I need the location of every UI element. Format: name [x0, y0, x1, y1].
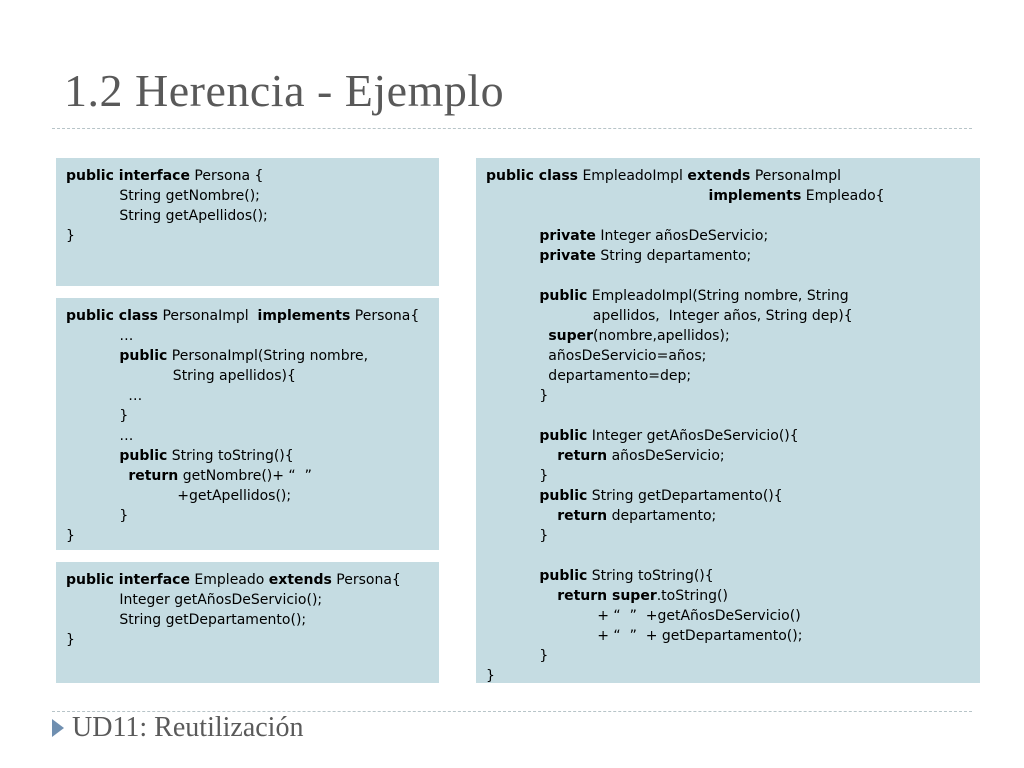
code-text: …	[66, 428, 134, 444]
code-line	[66, 326, 429, 346]
code-keyword: return	[128, 468, 179, 484]
code-keyword: extends	[687, 168, 751, 184]
code-keyword: public	[539, 488, 588, 504]
code-line	[66, 346, 429, 366]
code-line	[66, 570, 429, 590]
code-text: apellidos, Integer años, String dep){	[486, 308, 853, 324]
code-line	[66, 386, 429, 406]
code-box-empleado-interface	[56, 562, 439, 683]
code-text	[486, 588, 557, 604]
code-line	[486, 326, 970, 346]
code-text	[486, 428, 539, 444]
code-keyword: public	[539, 288, 588, 304]
code-line	[486, 446, 970, 466]
code-text: departamento=dep;	[486, 368, 692, 384]
code-keyword: extends	[268, 572, 332, 588]
code-line	[66, 206, 429, 226]
code-line	[66, 406, 429, 426]
code-text: departamento;	[607, 508, 717, 524]
code-text: }	[486, 668, 495, 684]
code-line	[486, 206, 970, 226]
code-keyword: public	[539, 568, 588, 584]
code-keyword: implements	[708, 188, 802, 204]
code-text	[486, 508, 557, 524]
code-text: …	[66, 388, 143, 404]
code-line	[486, 666, 970, 686]
code-line	[486, 466, 970, 486]
code-keyword: return	[557, 508, 608, 524]
code-text: …	[66, 328, 134, 344]
code-text	[66, 448, 119, 464]
code-keyword: public class	[486, 168, 578, 184]
code-text: Integer añosDeServicio;	[595, 228, 769, 244]
code-keyword: super	[548, 328, 594, 344]
code-line	[486, 246, 970, 266]
code-line	[486, 386, 970, 406]
code-line	[66, 610, 429, 630]
code-box-personaimpl-class	[56, 298, 439, 550]
code-text: }	[486, 388, 549, 404]
code-text	[486, 188, 709, 204]
code-text: }	[486, 468, 549, 484]
code-line	[486, 486, 970, 506]
code-text	[486, 228, 539, 244]
code-text: }	[486, 528, 549, 544]
code-line	[486, 306, 970, 326]
code-line	[486, 426, 970, 446]
code-text: }	[66, 632, 75, 648]
code-keyword: private	[539, 248, 596, 264]
code-keyword: public class	[66, 308, 158, 324]
code-text	[486, 328, 548, 344]
code-line	[66, 466, 429, 486]
title-divider	[52, 128, 972, 129]
code-text: + “ ” +getAñosDeServicio()	[486, 608, 801, 624]
code-line	[486, 166, 970, 186]
code-line	[486, 586, 970, 606]
code-text	[486, 248, 539, 264]
code-line	[486, 506, 970, 526]
code-line	[486, 186, 970, 206]
code-text: }	[486, 648, 549, 664]
code-box-empleadoimpl-class	[476, 158, 980, 683]
code-text: (nombre,apellidos);	[593, 328, 730, 344]
code-keyword: implements	[257, 308, 351, 324]
code-text: }	[66, 228, 75, 244]
code-text: Integer getAñosDeServicio(){	[587, 428, 799, 444]
code-text: añosDeServicio;	[607, 448, 725, 464]
code-text: String getDepartamento(){	[587, 488, 783, 504]
code-text	[66, 468, 128, 484]
code-line	[66, 486, 429, 506]
code-text	[486, 568, 539, 584]
code-text: Persona{	[331, 572, 401, 588]
code-keyword: public	[119, 448, 168, 464]
code-text	[486, 288, 539, 304]
code-line	[486, 606, 970, 626]
code-box-persona-interface	[56, 158, 439, 286]
code-text: String getApellidos();	[66, 208, 268, 224]
code-keyword: return	[557, 448, 608, 464]
code-text: String departamento;	[595, 248, 752, 264]
code-keyword: public interface	[66, 572, 190, 588]
code-keyword: public interface	[66, 168, 190, 184]
code-line	[486, 626, 970, 646]
code-line	[66, 526, 429, 546]
code-text: EmpleadoImpl(String nombre, String	[587, 288, 849, 304]
code-line	[66, 426, 429, 446]
code-line	[66, 306, 429, 326]
code-keyword: public	[119, 348, 168, 364]
code-line	[486, 346, 970, 366]
code-line	[66, 186, 429, 206]
code-line	[66, 630, 429, 650]
code-keyword: private	[539, 228, 596, 244]
code-text	[486, 488, 539, 504]
code-line	[486, 406, 970, 426]
code-text: String getNombre();	[66, 188, 260, 204]
code-text: String toString(){	[587, 568, 714, 584]
code-line	[486, 546, 970, 566]
code-text: String toString(){	[167, 448, 294, 464]
code-line	[66, 506, 429, 526]
code-line	[66, 166, 429, 186]
code-text: +getApellidos();	[66, 488, 292, 504]
code-text: Persona{	[350, 308, 420, 324]
bullet-arrow-icon	[52, 719, 64, 737]
code-line	[486, 226, 970, 246]
code-line	[66, 226, 429, 246]
code-line	[486, 646, 970, 666]
code-text: }	[66, 528, 75, 544]
code-text: añosDeServicio=años;	[486, 348, 707, 364]
code-text: PersonaImpl(String nombre,	[167, 348, 369, 364]
code-line	[66, 366, 429, 386]
code-keyword: return super	[557, 588, 657, 604]
code-text: Integer getAñosDeServicio();	[66, 592, 323, 608]
code-keyword: public	[539, 428, 588, 444]
footer-text: UD11: Reutilización	[72, 712, 304, 743]
code-line	[66, 590, 429, 610]
code-text: getNombre()+ “ ”	[178, 468, 312, 484]
code-text: .toString()	[656, 588, 728, 604]
slide-title: 1.2 Herencia - Ejemplo	[64, 65, 505, 116]
code-line	[486, 366, 970, 386]
code-text: PersonaImpl	[750, 168, 842, 184]
code-text: Persona {	[189, 168, 264, 184]
code-text: Empleado	[189, 572, 269, 588]
code-text: EmpleadoImpl	[578, 168, 688, 184]
code-text: PersonaImpl	[158, 308, 258, 324]
footer	[52, 712, 303, 744]
code-line	[66, 446, 429, 466]
code-line	[486, 286, 970, 306]
code-text: + “ ” + getDepartamento();	[486, 628, 803, 644]
code-line	[486, 266, 970, 286]
code-text	[66, 348, 119, 364]
code-text: }	[66, 508, 129, 524]
code-line	[486, 566, 970, 586]
code-text: String getDepartamento();	[66, 612, 307, 628]
code-text: }	[66, 408, 129, 424]
code-line	[486, 526, 970, 546]
code-text: Empleado{	[801, 188, 885, 204]
code-text	[486, 448, 557, 464]
code-text: String apellidos){	[66, 368, 296, 384]
